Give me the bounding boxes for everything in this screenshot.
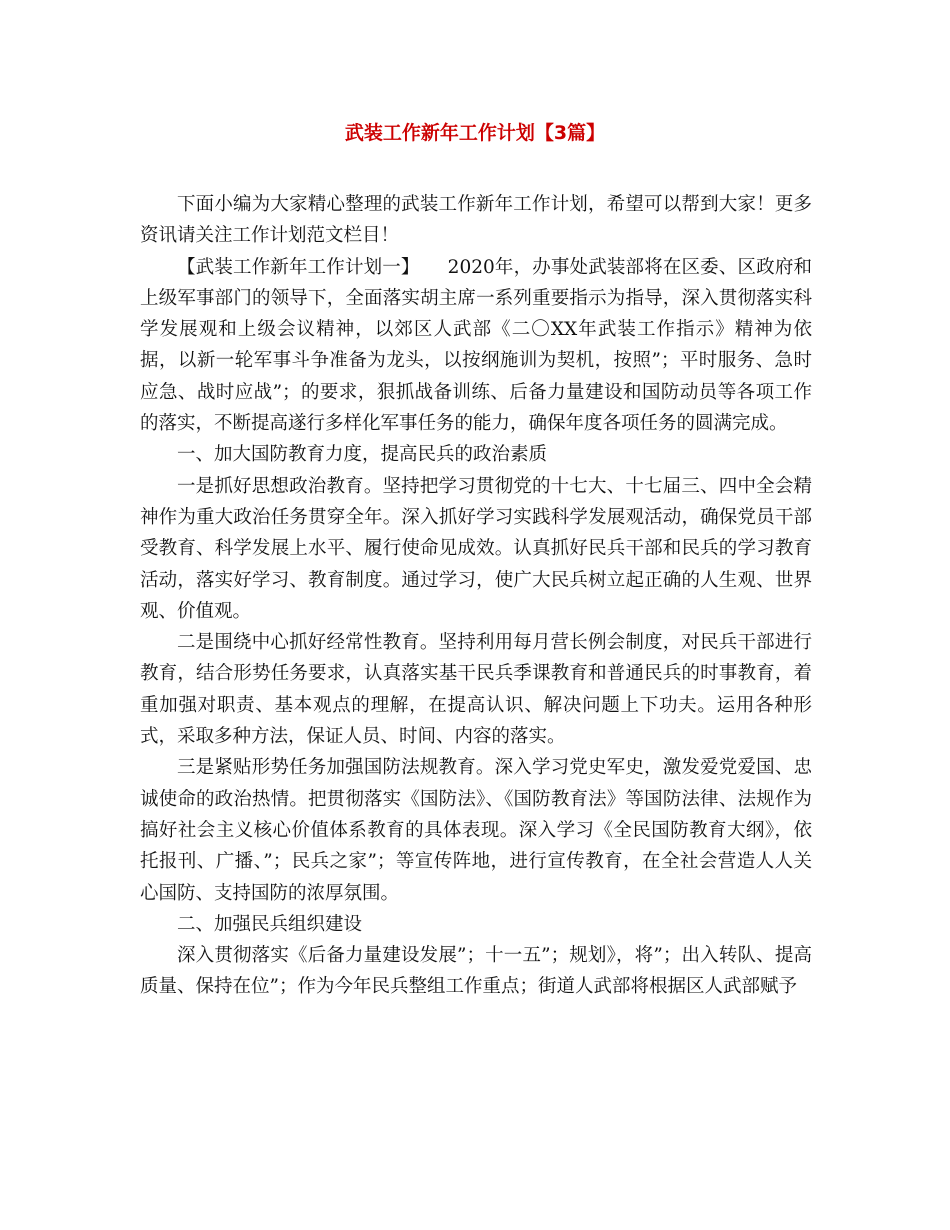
body-paragraph: 二是围绕中心抓好经常性教育。坚持利用每月营长例会制度，对民兵干部进行教育，结合形势任务要求，认真落实基干民兵季课教育和普通民兵的时事教育，着重加强对职责、基本观点的理解，在提高认识、解决问题上下功夫。运用各种形式，采取多种方法，保证人员、时间、内容的落实。 <box>140 632 812 748</box>
body-paragraph: 三是紧贴形势任务加强国防法规教育。深入学习党史军史，激发爱党爱国、忠诚使命的政治热情。把贯彻落实《国防法》、《国防教育法》等国防法律、法规作为搞好社会主义核心价值体系教育的具体表现。深入学习《全民国防教育大纲》，依托报刊、广播、”；民兵之家”；等宣传阵地，进行宣传教育，在全社会营造人人关心国防、支持国防的浓厚氛围。 <box>140 757 812 904</box>
document-title: 武装工作新年工作计划【3篇】 <box>344 122 606 144</box>
body-paragraph: 一是抓好思想政治教育。坚持把学习贯彻党的十七大、十七届三、四中全会精神作为重大政治任务贯穿全年。深入抓好学习实践科学发展观活动，确保党员干部受教育、科学发展上水平、履行使命见成效。认真抓好民兵干部和民兵的学习教育活动，落实好学习、教育制度。通过学习，使广大民兵树立起正确的人生观、世界观、价值观。 <box>140 475 812 622</box>
body-paragraph: 深入贯彻落实《后备力量建设发展”；十一五”；规划》，将”；出入转队、提高质量、保持在位”；作为今年民兵整组工作重点；街道人武部将根据区人武部赋予 <box>140 945 812 998</box>
intro-paragraph: 下面小编为大家精心整理的武装工作新年工作计划，希望可以帮到大家！更多资讯请关注工作计划范文栏目！ <box>140 194 812 247</box>
section-heading-2: 二、加强民兵组织建设 <box>177 913 363 935</box>
document-body <box>140 189 812 1003</box>
section-heading-1: 一、加大国防教育力度，提高民兵的政治素质 <box>177 444 548 466</box>
plan-one-paragraph: 【武装工作新年工作计划一】 2020年，办事处武装部将在区委、区政府和上级军事部门的领导下，全面落实胡主席一系列重要指示为指导，深入贯彻落实科学发展观和上级会议精神，以郊区人武部《二〇XX年武装工作指示》精神为依据，以新一轮军事斗争准备为龙头，以按纲施训为契机，按照”；平时服务、急时应急、战时应战”；的要求，狠抓战备训练、后备力量建设和国防动员等各项工作的落实，不断提高遂行多样化军事任务的能力，确保年度各项任务的圆满完成。 <box>140 256 812 435</box>
